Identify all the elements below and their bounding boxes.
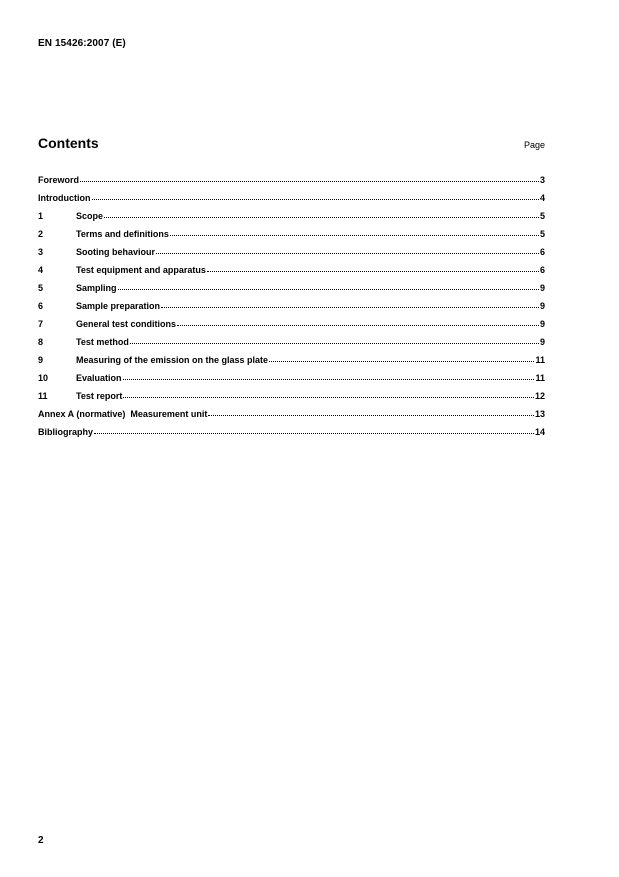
toc-entry-page: 13 xyxy=(534,409,545,419)
dot-leader xyxy=(123,396,534,398)
toc-entry-page: 9 xyxy=(539,319,545,329)
toc-entry-annex-a[interactable] xyxy=(38,409,545,427)
toc-entry-page: 6 xyxy=(539,247,545,257)
toc-entry-title: Measuring of the emission on the glass plate xyxy=(76,355,269,365)
toc-entry-number: 4 xyxy=(38,265,44,275)
toc-entry-number: 8 xyxy=(38,337,44,347)
toc-entry-number: 3 xyxy=(38,247,44,257)
toc-entry-number: 5 xyxy=(38,283,44,293)
toc-entry-general-conditions[interactable] xyxy=(38,319,545,337)
toc-entry-title: Test equipment and apparatus xyxy=(76,265,206,275)
toc-entry-title: Annex A (normative) Measurement unit xyxy=(38,409,208,419)
toc-entry-page: 11 xyxy=(535,355,545,365)
toc-entry-title: Introduction xyxy=(38,193,91,203)
toc-entry-sample-preparation[interactable] xyxy=(38,301,545,319)
toc-entry-title: General test conditions xyxy=(76,319,177,329)
dot-leader xyxy=(118,288,539,290)
dot-leader xyxy=(170,234,539,236)
toc-entry-measuring-emission[interactable] xyxy=(38,355,545,373)
toc-entry-page: 6 xyxy=(539,265,545,275)
toc-entry-page: 11 xyxy=(535,373,545,383)
toc-entry-introduction[interactable] xyxy=(38,193,545,211)
toc-entry-bibliography[interactable] xyxy=(38,427,545,445)
toc-entry-page: 4 xyxy=(539,193,545,203)
toc-entry-test-report[interactable] xyxy=(38,391,545,409)
toc-entry-page: 5 xyxy=(539,229,545,239)
toc-entry-sampling[interactable] xyxy=(38,283,545,301)
page-column-label: Page xyxy=(523,140,545,150)
toc-entry-page: 9 xyxy=(539,301,545,311)
dot-leader xyxy=(94,432,534,434)
dot-leader xyxy=(208,414,534,416)
dot-leader xyxy=(269,360,534,362)
toc-entry-title: Test method xyxy=(76,337,129,347)
toc-entry-title: Scope xyxy=(76,211,104,221)
toc-entry-page: 14 xyxy=(534,427,545,437)
toc-entry-page: 3 xyxy=(539,175,545,185)
toc-entry-title: Terms and definitions xyxy=(76,229,169,239)
toc-entry-page: 9 xyxy=(539,283,545,293)
dot-leader xyxy=(156,252,539,254)
toc-entry-number: 6 xyxy=(38,301,44,311)
toc-entry-number: 7 xyxy=(38,319,44,329)
toc-entry-title: Test report xyxy=(76,391,123,401)
toc-entry-title: Sampling xyxy=(76,283,117,293)
toc-entry-number: 1 xyxy=(38,211,44,221)
dot-leader xyxy=(177,324,539,326)
toc-entry-terms[interactable] xyxy=(38,229,545,247)
contents-heading: Contents xyxy=(38,135,99,151)
dot-leader xyxy=(123,378,535,380)
toc-entry-foreword[interactable] xyxy=(38,175,545,193)
toc-entry-equipment[interactable] xyxy=(38,265,545,283)
page-number: 2 xyxy=(38,835,44,846)
toc-entry-number: 11 xyxy=(38,391,48,401)
toc-entry-number: 2 xyxy=(38,229,44,239)
dot-leader xyxy=(207,270,539,272)
toc-entry-page: 9 xyxy=(539,337,545,347)
toc-entry-page: 12 xyxy=(534,391,545,401)
toc-entry-title: Bibliography xyxy=(38,427,94,437)
document-id: EN 15426:2007 (E) xyxy=(38,38,126,49)
dot-leader xyxy=(161,306,539,308)
toc-entry-evaluation[interactable] xyxy=(38,373,545,391)
toc-entry-number: 9 xyxy=(38,355,44,365)
toc-entry-test-method[interactable] xyxy=(38,337,545,355)
dot-leader xyxy=(80,180,539,182)
table-of-contents xyxy=(38,175,545,445)
toc-entry-number: 10 xyxy=(38,373,49,383)
toc-entry-sooting[interactable] xyxy=(38,247,545,265)
toc-entry-page: 5 xyxy=(539,211,545,221)
dot-leader xyxy=(104,216,539,218)
toc-entry-title: Sooting behaviour xyxy=(76,247,156,257)
toc-entry-title: Foreword xyxy=(38,175,80,185)
toc-entry-title: Sample preparation xyxy=(76,301,161,311)
dot-leader xyxy=(130,342,539,344)
toc-entry-scope[interactable] xyxy=(38,211,545,229)
dot-leader xyxy=(92,198,539,200)
toc-entry-title: Evaluation xyxy=(76,373,122,383)
